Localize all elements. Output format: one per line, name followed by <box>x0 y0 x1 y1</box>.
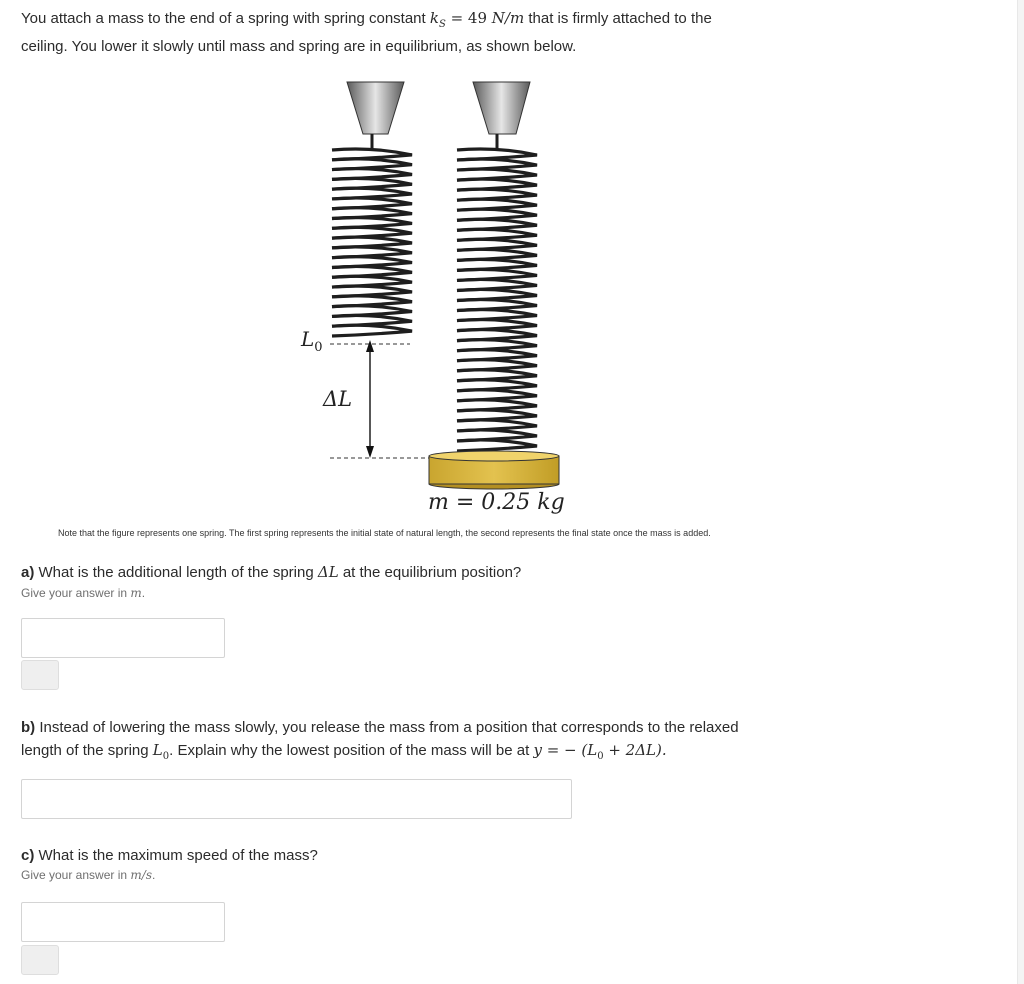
spring-coil <box>332 325 412 336</box>
question-c-hint: Give your answer in m/s. <box>21 868 156 882</box>
ks-unit: N/m <box>491 9 525 27</box>
l0-symbol: $L_0$ <box>152 741 170 762</box>
spring-left <box>332 134 412 336</box>
question-c-label: c) <box>21 847 35 864</box>
question-a <box>21 561 521 584</box>
answer-b-textarea[interactable] <box>21 779 572 819</box>
l0-label: $L_0$ <box>301 327 323 355</box>
question-c-text: What is the maximum speed of the mass? <box>34 847 318 864</box>
delta-l-arrowhead-up <box>366 340 374 352</box>
question-b-line1: Instead of lowering the mass slowly, you release the mass from a position that corresponds to the relaxed <box>35 719 739 736</box>
question-a-hint: Give your answer in m. <box>21 586 146 600</box>
answer-c-input[interactable] <box>21 902 225 942</box>
question-a-label: a) <box>21 564 35 581</box>
ceiling-mount-right <box>473 82 530 134</box>
delta-l-symbol: ΔL <box>317 563 339 581</box>
question-a-text-end: at the equilibrium position? <box>338 564 522 581</box>
spring-right <box>457 134 537 451</box>
delta-l-arrowhead-down <box>366 446 374 458</box>
question-c <box>21 845 318 867</box>
ceiling-mount-left <box>347 82 404 134</box>
answer-c-button[interactable] <box>21 945 59 975</box>
lowest-position-expr: y = − $(L_0 + 2\Delta L)$. <box>533 741 667 762</box>
question-a-text: What is the additional length of the spring <box>34 564 318 581</box>
delta-l-label: ΔL <box>323 387 353 411</box>
scrollbar[interactable] <box>1017 0 1024 984</box>
figure-note: Note that the figure represents one spring. The first spring represents the initial state of natural length, the second represents the final state once the mass is added. <box>58 528 711 538</box>
mass-label: m = 0.25 kg <box>428 490 565 515</box>
intro-line2: ceiling. You lower it slowly until mass and spring are in equilibrium, as shown below. <box>21 38 577 55</box>
question-b-line2: length of the spring <box>21 742 153 759</box>
question-b-line2-mid: . Explain why the lowest position of the mass will be at <box>169 742 534 759</box>
question-b-label: b) <box>21 719 36 736</box>
spring-coil <box>457 440 537 451</box>
question-b <box>21 717 739 768</box>
answer-a-button[interactable] <box>21 660 59 690</box>
ks-symbol: $k_S$ <box>429 9 446 30</box>
intro-line1-end: that is firmly attached to the <box>524 10 712 27</box>
answer-a-input[interactable] <box>21 618 225 658</box>
ks-value: = 49 <box>445 9 492 27</box>
intro-line1: You attach a mass to the end of a spring with spring constant <box>21 10 430 27</box>
mass-top <box>429 451 559 461</box>
